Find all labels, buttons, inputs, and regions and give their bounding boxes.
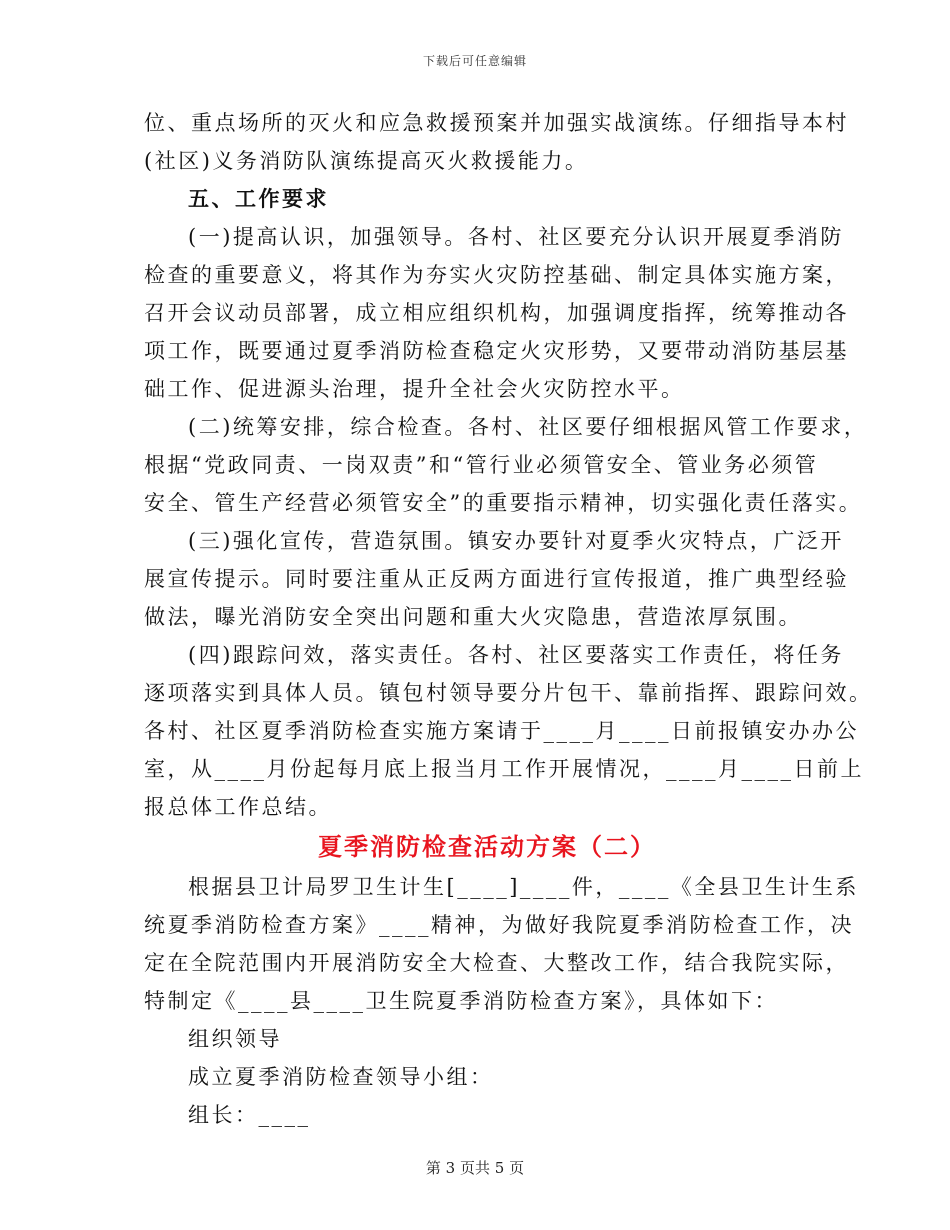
paragraph-line: 各村、社区夏季消防检查实施方案请于____月____日前报镇安办办公 xyxy=(144,719,859,743)
paragraph-line: 组长：____ xyxy=(188,1103,311,1127)
paragraph-line: 础工作、促进源头治理，提升全社会火灾防控水平。 xyxy=(144,377,685,401)
section-heading: 五、工作要求 xyxy=(188,186,329,211)
paragraph-line: 展宣传提示。同时要注重从正反两方面进行宣传报道，推广典型经验 xyxy=(144,567,849,591)
paragraph-line: 成立夏季消防检查领导小组： xyxy=(188,1065,494,1089)
paragraph-line: 位、重点场所的灭火和应急救援预案并加强实战演练。仔细指导本村 xyxy=(144,111,849,135)
paragraph-line: 项工作，既要通过夏季消防检查稳定火灾形势，又要带动消防基层基 xyxy=(144,339,849,363)
paragraph-line: 室，从____月份起每月底上报当月工作开展情况，____月____日前上 xyxy=(144,757,864,781)
paragraph-line: 报总体工作总结。 xyxy=(144,795,332,819)
page-footer: 第 3 页共 5 页 xyxy=(425,1159,525,1177)
paragraph-line: (社区)义务消防队演练提高灭火救援能力。 xyxy=(144,149,589,173)
paragraph-line: 逐项落实到具体人员。镇包村领导要分片包干、靠前指挥、跟踪问效。 xyxy=(144,681,873,705)
paragraph-line: 统夏季消防检查方案》____精神，为做好我院夏季消防检查工作，决 xyxy=(144,913,854,937)
paragraph-line: (三)强化宣传，营造氛围。镇安办要针对夏季火灾特点，广泛开 xyxy=(188,529,844,553)
paragraph-line: 根据县卫计局罗卫生计生[____]____件，____《全县卫生计生系 xyxy=(188,875,859,899)
paragraph-line: (四)跟踪问效，落实责任。各村、社区要落实工作责任，将任务 xyxy=(188,643,844,667)
paragraph-line: 根据“党政同责、一岗双责”和“管行业必须管安全、管业务必须管 xyxy=(144,453,819,477)
paragraph-line: 召开会议动员部署，成立相应组织机构，加强调度指挥，统筹推动各 xyxy=(144,301,849,325)
paragraph-line: 定在全院范围内开展消防安全大检查、大整改工作，结合我院实际， xyxy=(144,951,849,975)
paragraph-line: 组织领导 xyxy=(188,1027,282,1051)
paragraph-line: 特制定《____县____卫生院夏季消防检查方案》，具体如下： xyxy=(144,989,778,1013)
paragraph-line: (二)统筹安排，综合检查。各村、社区要仔细根据风管工作要求， xyxy=(188,415,868,439)
paragraph-line: 检查的重要意义，将其作为夯实火灾防控基础、制定具体实施方案， xyxy=(144,263,849,287)
header-note: 下载后可任意编辑 xyxy=(422,54,527,68)
paragraph-line: (一)提高认识，加强领导。各村、社区要充分认识开展夏季消防 xyxy=(188,225,844,249)
section-title: 夏季消防检查活动方案（二） xyxy=(318,832,656,861)
paragraph-line: 安全、管生产经营必须管安全”的重要指示精神，切实强化责任落实。 xyxy=(144,491,863,515)
paragraph-line: 做法，曝光消防安全突出问题和重大火灾隐患，营造浓厚氛围。 xyxy=(144,605,802,629)
document-body xyxy=(144,104,873,1134)
